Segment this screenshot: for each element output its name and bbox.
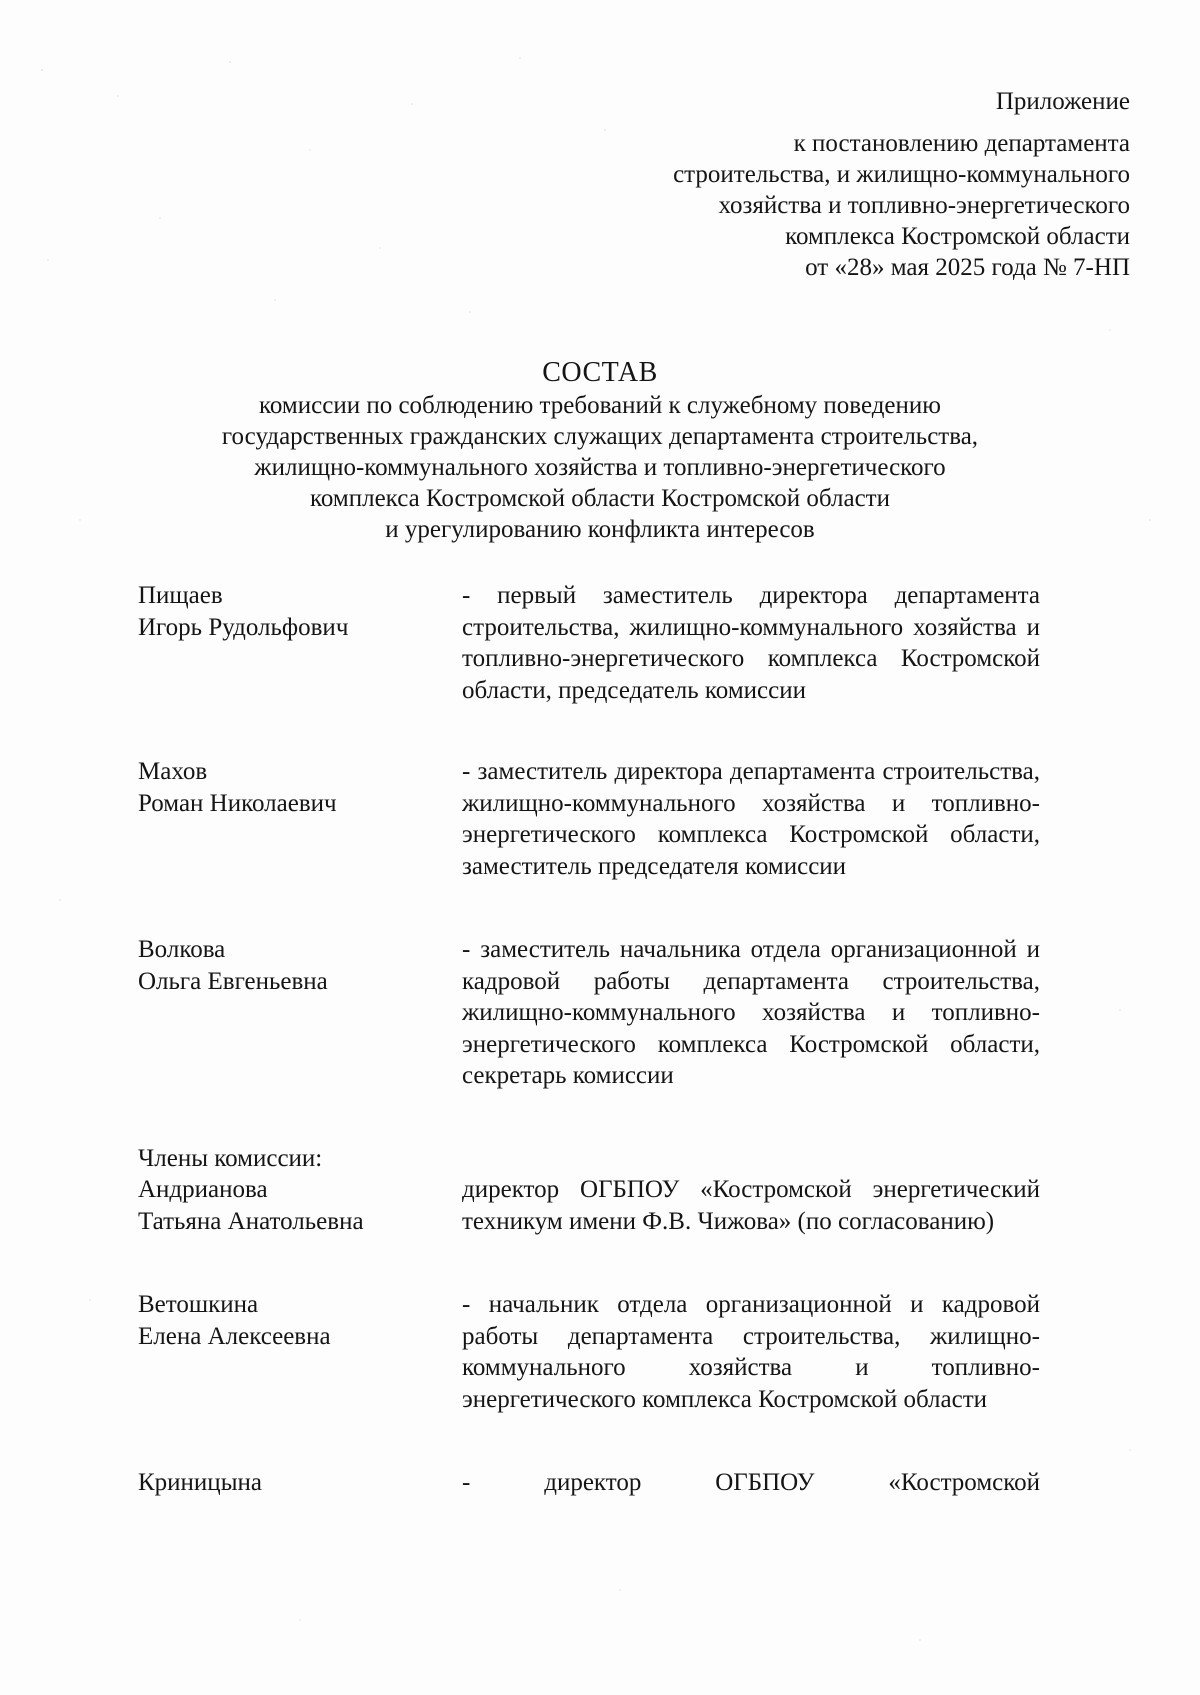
appendix-header: [530, 86, 1130, 283]
member-row: [138, 1289, 1040, 1415]
member-surname: Волкова: [138, 936, 226, 963]
member-role: - директор ОГБПОУ «Костромской: [462, 1469, 1040, 1496]
appendix-line: от «28» мая 2025 года № 7-НП: [805, 254, 1130, 281]
member-name: [138, 580, 462, 706]
title-line: комиссии по соблюдению требований к служебному поведению: [259, 392, 941, 419]
member-surname: Андрианова: [138, 1176, 268, 1203]
member-row: [138, 1467, 1040, 1499]
member-role: - начальник отдела организационной и кадровой работы департамента строительства, жилищно-коммунального хозяйства и топливно-энергетического комплекса Костромской области: [462, 1291, 1040, 1413]
title-line: государственных гражданских служащих департамента строительства,: [221, 423, 979, 450]
title-line: комплекса Костромской области Костромской области: [310, 485, 890, 512]
member-given-names: Ольга Евгеньевна: [138, 967, 328, 995]
member-row: [138, 934, 1040, 1092]
appendix-line: комплекса Костромской области: [785, 223, 1130, 250]
member-name: [138, 1467, 462, 1499]
member-row: [138, 1174, 1040, 1237]
members-group-label: Члены комиссии:: [138, 1144, 323, 1172]
member-given-names: Татьяна Анатольевна: [138, 1207, 364, 1235]
member-given-names: Игорь Рудольфович: [138, 613, 349, 641]
member-name: [138, 756, 462, 882]
member-surname: Пищаев: [138, 582, 223, 609]
title-heading: СОСТАВ: [542, 357, 658, 388]
member-given-names: Елена Алексеевна: [138, 1322, 331, 1350]
member-role: - заместитель директора департамента строительства, жилищно-коммунального хозяйства и топливно-энергетического комплекса Костромской области, заместитель председателя комиссии: [462, 758, 1040, 880]
member-surname: Ветошкина: [138, 1291, 259, 1318]
title-line: и урегулированию конфликта интересов: [385, 516, 815, 543]
member-row: [138, 756, 1040, 882]
member-name: [138, 1289, 462, 1415]
appendix-word: Приложение: [995, 88, 1130, 115]
appendix-line: к постановлению департамента: [793, 130, 1130, 157]
member-name: [138, 934, 462, 1092]
commission-members: [138, 580, 1040, 1499]
member-role: - заместитель начальника отдела организационной и кадровой работы департамента строительства, жилищно-коммунального хозяйства и топливно-энергетического комплекса Костромской области, секретарь комиссии: [462, 936, 1040, 1089]
title-line: жилищно-коммунального хозяйства и топливно-энергетического: [254, 454, 946, 481]
appendix-line: хозяйства и топливно-энергетического: [718, 192, 1130, 219]
member-given-names: Роман Николаевич: [138, 789, 337, 817]
member-surname: Криницына: [138, 1469, 262, 1496]
member-row: [138, 580, 1040, 706]
document-title: [0, 356, 1200, 545]
member-role: директор ОГБПОУ «Костромской энергетический техникум имени Ф.В. Чижова» (по согласованию): [462, 1176, 1040, 1235]
member-surname: Махов: [138, 758, 208, 785]
member-role: - первый заместитель директора департамента строительства, жилищно-коммунального хозяйства и топливно-энергетического комплекса Костромской области, председатель комиссии: [462, 582, 1040, 704]
member-name: [138, 1174, 462, 1237]
appendix-line: строительства, и жилищно-коммунального: [673, 161, 1130, 188]
